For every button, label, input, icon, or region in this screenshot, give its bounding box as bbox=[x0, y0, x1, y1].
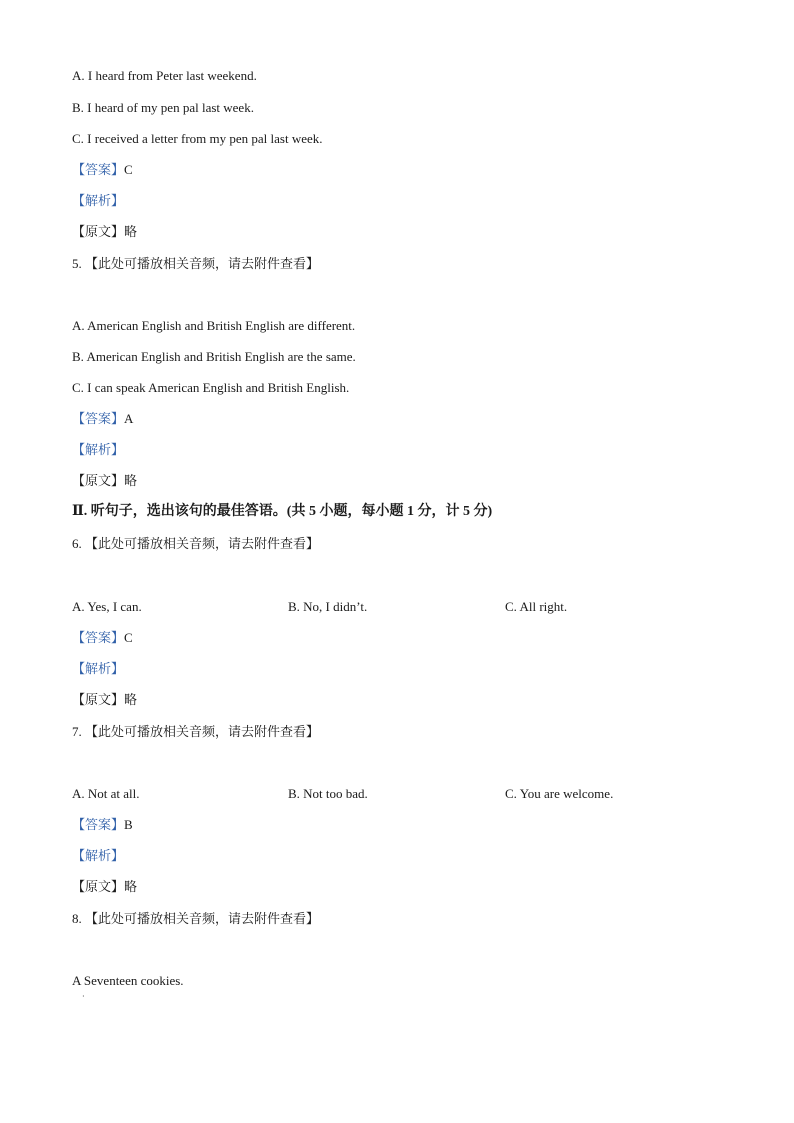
q8-option-a: A Seventeen cookies. bbox=[72, 973, 184, 988]
q7-prompt: 7. 【此处可播放相关音频，请去附件查看】 bbox=[72, 724, 320, 739]
q4-option-a: A. I heard from Peter last weekend. bbox=[72, 68, 257, 83]
q7-original bbox=[72, 878, 137, 896]
answer-value: A bbox=[124, 411, 134, 426]
q5-analysis bbox=[72, 441, 124, 459]
q7-option-b: B. Not too bad. bbox=[288, 786, 368, 801]
original-value: 略 bbox=[124, 692, 138, 707]
q4-analysis bbox=[72, 192, 124, 210]
q4-option-c: C. I received a letter from my pen pal last week. bbox=[72, 131, 323, 146]
q6-analysis bbox=[72, 660, 124, 678]
q6-option-b: B. No, I didn’t. bbox=[288, 599, 368, 614]
answer-label: 【答案】 bbox=[72, 817, 125, 832]
original-value: 略 bbox=[124, 473, 138, 488]
original-label: 【原文】 bbox=[72, 224, 125, 239]
original-label: 【原文】 bbox=[72, 879, 125, 894]
q5-prompt: 5. 【此处可播放相关音频，请去附件查看】 bbox=[72, 256, 320, 271]
original-value: 略 bbox=[124, 224, 138, 239]
original-label: 【原文】 bbox=[72, 473, 125, 488]
q6-answer bbox=[72, 629, 133, 647]
analysis-label: 【解析】 bbox=[72, 193, 125, 208]
analysis-label: 【解析】 bbox=[72, 661, 125, 676]
section-title: Ⅱ. 听句子，选出该句的最佳答语。(共 5 小题，每小题 1 分，计 5 分) bbox=[72, 504, 493, 519]
q5-option-b: B. American English and British English are the same. bbox=[72, 349, 356, 364]
q4-answer bbox=[72, 161, 133, 179]
analysis-label: 【解析】 bbox=[72, 848, 125, 863]
q5-original bbox=[72, 472, 137, 490]
q4-option-b: B. I heard of my pen pal last week. bbox=[72, 100, 254, 115]
original-value: 略 bbox=[124, 879, 138, 894]
answer-label: 【答案】 bbox=[72, 630, 125, 645]
q6-prompt: 6. 【此处可播放相关音频，请去附件查看】 bbox=[72, 536, 320, 551]
answer-value: C bbox=[124, 162, 133, 177]
answer-value: C bbox=[124, 630, 133, 645]
answer-label: 【答案】 bbox=[72, 162, 125, 177]
q5-option-c: C. I can speak American English and British English. bbox=[72, 380, 350, 395]
q4-original bbox=[72, 223, 137, 241]
q6-original bbox=[72, 691, 137, 709]
q7-option-c: C. You are welcome. bbox=[505, 786, 614, 801]
q5-answer bbox=[72, 410, 133, 428]
q6-option-a: A. Yes, I can. bbox=[72, 599, 142, 614]
q5-option-a: A. American English and British English are different. bbox=[72, 318, 356, 333]
answer-label: 【答案】 bbox=[72, 411, 125, 426]
q7-analysis bbox=[72, 847, 124, 865]
answer-value: B bbox=[124, 817, 133, 832]
q6-option-c: C. All right. bbox=[505, 599, 568, 614]
q7-answer bbox=[72, 816, 133, 834]
q8-prompt: 8. 【此处可播放相关音频，请去附件查看】 bbox=[72, 911, 320, 926]
original-label: 【原文】 bbox=[72, 692, 125, 707]
stray-dot: · bbox=[82, 992, 85, 1001]
analysis-label: 【解析】 bbox=[72, 442, 125, 457]
q7-option-a: A. Not at all. bbox=[72, 786, 140, 801]
